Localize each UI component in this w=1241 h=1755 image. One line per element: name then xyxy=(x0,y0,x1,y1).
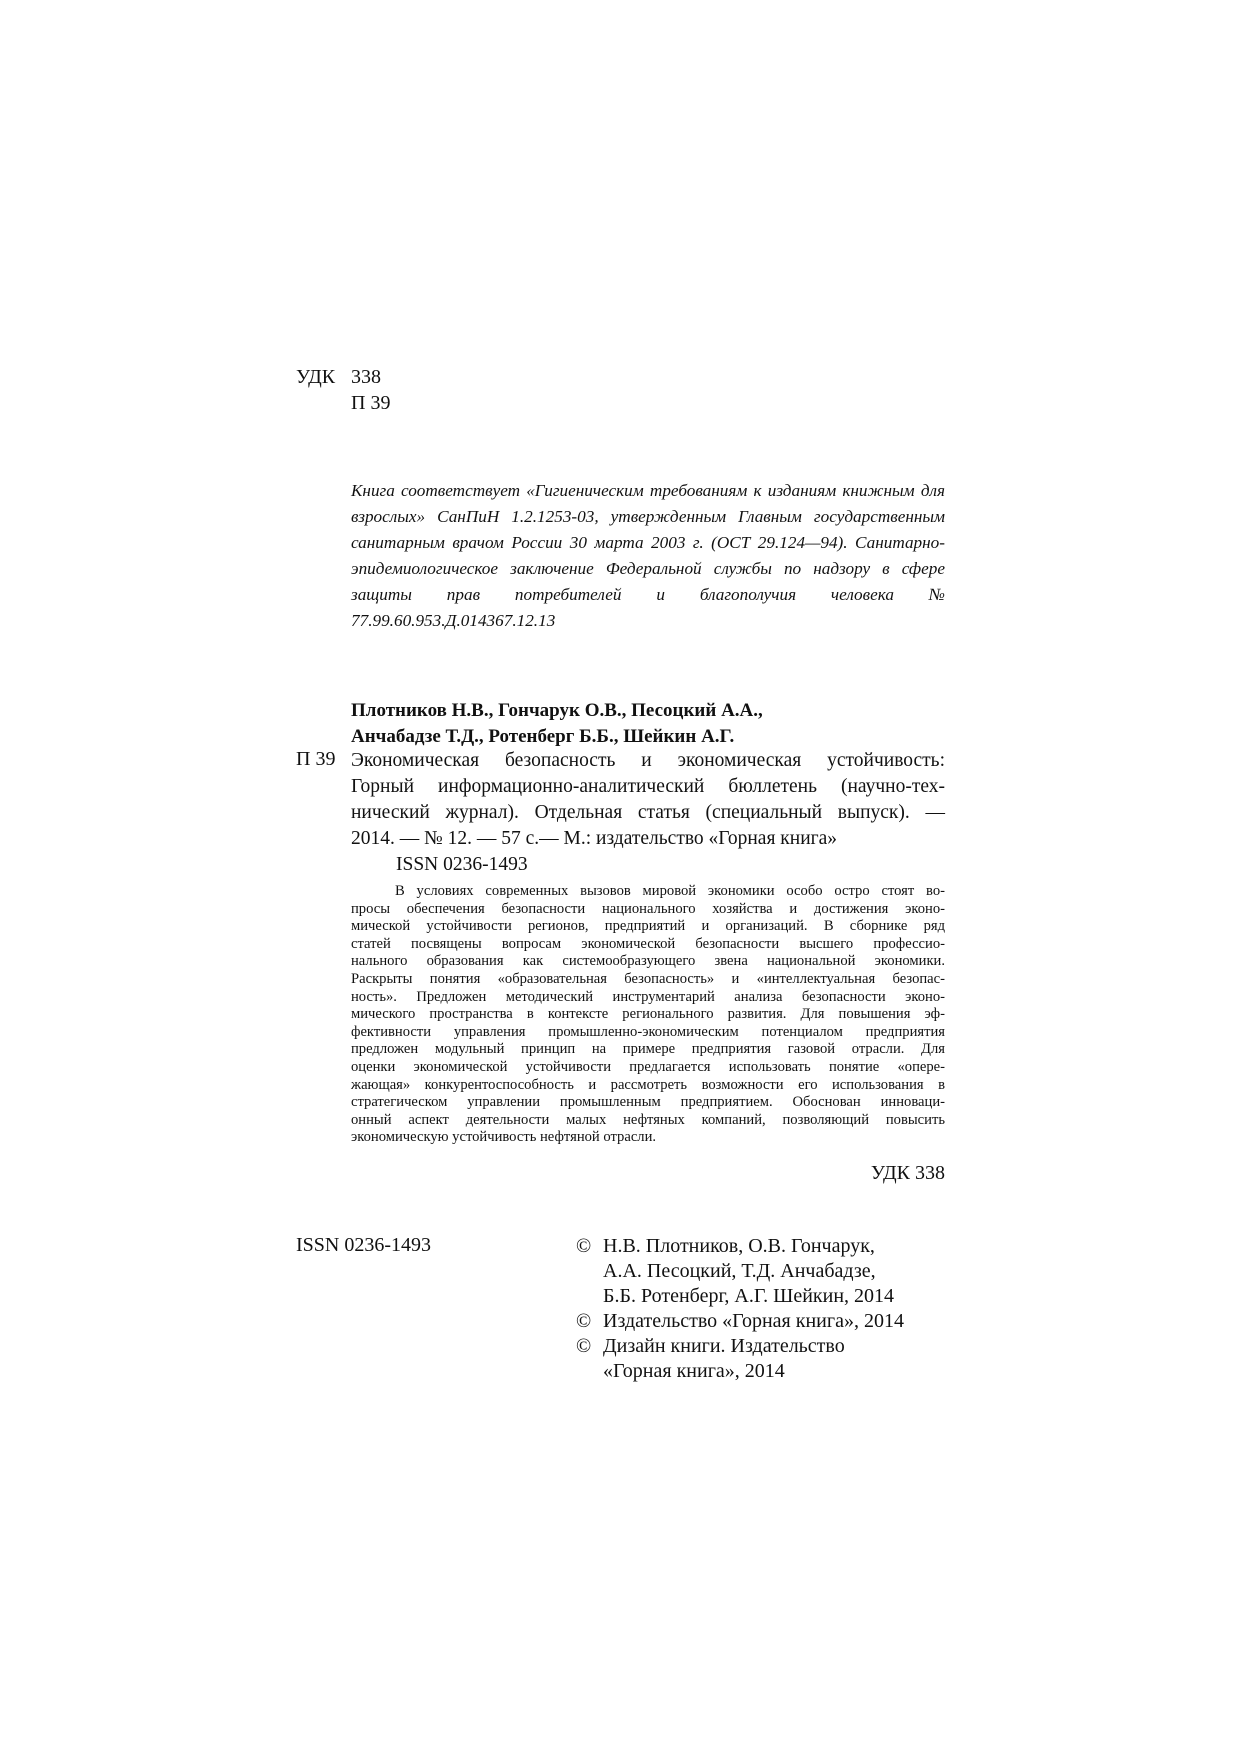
copyright-icon: © xyxy=(576,1235,592,1257)
author-mark-code: П 39 xyxy=(351,392,391,414)
authors-block xyxy=(351,698,951,750)
abstract-line: стратегическом управлении промышленным предприятием. Обоснован инноваци- xyxy=(351,1094,945,1111)
copyright-icon: © xyxy=(576,1310,592,1332)
abstract-line: фективности управления промышленно-экономическим потенциалом предприятия xyxy=(351,1023,945,1040)
abstract-line: оценки экономической устойчивости предлагается использовать понятие «опере- xyxy=(351,1058,945,1075)
abstract-line: экономическую устойчивость нефтяной отрасли. xyxy=(351,1129,657,1146)
abstract-line: предложен модульный принцип на примере предприятия газовой отрасли. Для xyxy=(351,1041,945,1058)
abstract-line: В условиях современных вызовов мировой экономики особо остро стоят во- xyxy=(395,883,945,899)
biblio-line: Экономическая безопасность и экономическая устойчивость: xyxy=(351,750,945,771)
copyright-icon: © xyxy=(576,1335,592,1357)
copyright-line: Дизайн книги. Издательство xyxy=(603,1335,845,1357)
abstract-line: просы обеспечения безопасности национального хозяйства и достижения эконо- xyxy=(351,900,945,917)
copyright-line: Н.В. Плотников, О.В. Гончарук, xyxy=(603,1235,875,1257)
copyright-publisher xyxy=(576,1309,976,1334)
copyright-line: А.А. Песоцкий, Т.Д. Анчабадзе, xyxy=(603,1260,876,1282)
issn-bottom: ISSN 0236-1493 xyxy=(296,1234,432,1256)
abstract-line: нального образования как системообразующего звена национальной экономики. xyxy=(351,953,945,970)
authors-line: Анчабадзе Т.Д., Ротенберг Б.Б., Шейкин А.Г. xyxy=(351,726,735,747)
udk-code: 338 xyxy=(351,366,381,388)
copyright-line: «Горная книга», 2014 xyxy=(603,1360,785,1382)
biblio-line: 2014. — № 12. — 57 с.— М.: издательство «Горная книга» xyxy=(351,828,838,849)
author-code: П 39 xyxy=(296,748,336,770)
udk-label: УДК xyxy=(296,366,336,388)
issn-top: ISSN 0236-1493 xyxy=(396,854,528,875)
bibliographic-description xyxy=(351,748,945,852)
abstract-line: ность». Предложен методический инструментарий анализа безопасности эконо- xyxy=(351,988,945,1005)
biblio-line: нический журнал). Отдельная статья (специальный выпуск). — xyxy=(351,802,945,823)
copyright-line: Издательство «Горная книга», 2014 xyxy=(603,1310,904,1332)
authors-line: Плотников Н.В., Гончарук О.В., Песоцкий А.А., xyxy=(351,700,763,721)
abstract-line: онный аспект деятельности малых нефтяных компаний, позволяющий повысить xyxy=(351,1111,945,1128)
copyright-block xyxy=(576,1234,976,1384)
copyright-design xyxy=(576,1334,976,1384)
abstract xyxy=(351,883,945,1147)
copyright-authors xyxy=(576,1234,976,1309)
udk-right: УДК 338 xyxy=(870,1162,945,1184)
abstract-line: мического пространства в контексте регионального развития. Для повышения эф- xyxy=(351,1006,945,1023)
abstract-line: мической устойчивости регионов, предприятий и организаций. В сборнике ряд xyxy=(351,918,945,935)
hygiene-notice: Книга соответствует «Гигиеническим требованиям к изданиям книжным для взрослых» СанПиН 1.2.1253-03, утвержденным Главным государственным санитарным врачом России 30 марта 2003 г. (ОСТ 29.124—94). Санитарно-эпидемиологическое заключение Федеральной службы по надзору в сфере защиты прав потребителей и благополучия человека № 77.99.60.953.Д.014367.12.13 xyxy=(351,481,945,630)
copyright-line: Б.Б. Ротенберг, А.Г. Шейкин, 2014 xyxy=(603,1285,895,1307)
abstract-line: жающая» конкурентоспособность и рассмотреть возможности его использования в xyxy=(351,1076,945,1093)
abstract-line: Раскрыты понятия «образовательная безопасность» и «интеллектуальная безопас- xyxy=(351,970,945,987)
abstract-line: статей посвящены вопросам экономической безопасности высшего профессио- xyxy=(351,935,945,952)
biblio-line: Горный информационно-аналитический бюллетень (научно-тех- xyxy=(351,776,945,797)
